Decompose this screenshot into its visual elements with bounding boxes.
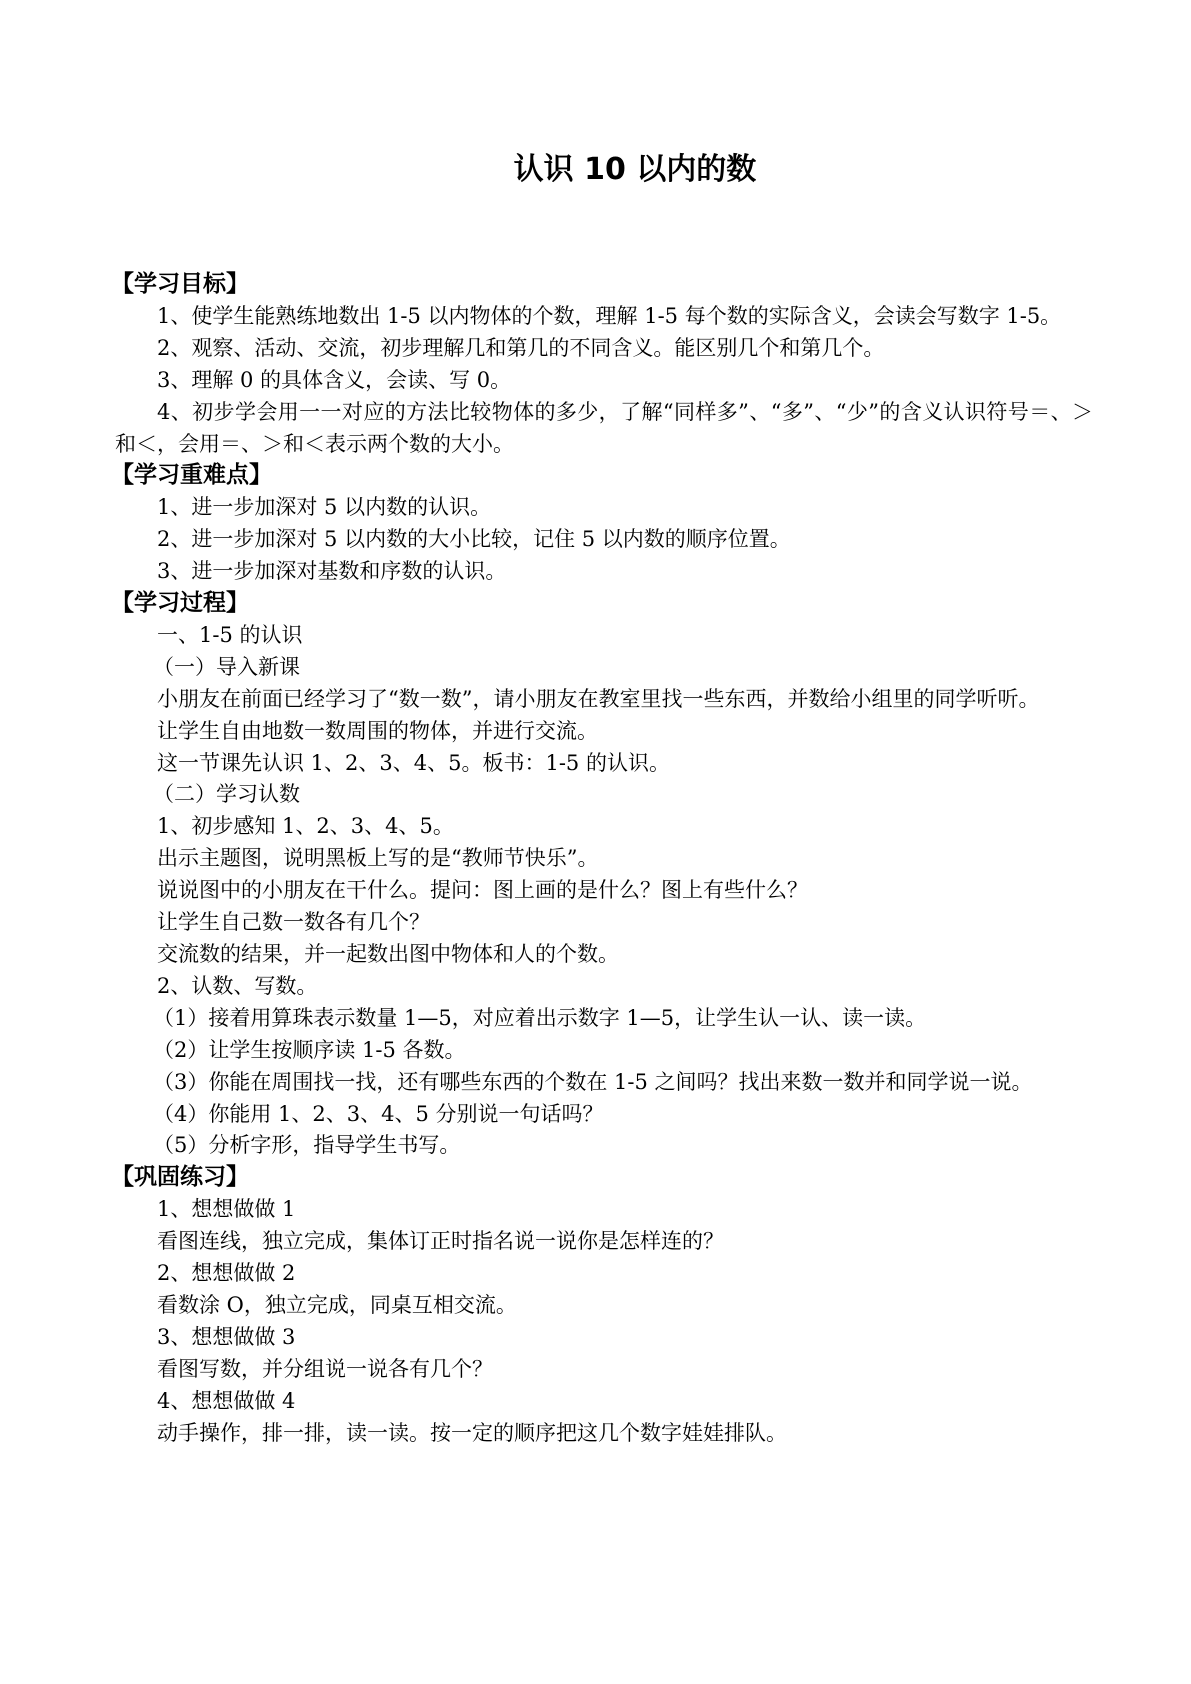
paragraph: （5）分析字形，指导学生书写。 — [153, 1133, 461, 1158]
paragraph: 看图写数，并分组说一说各有几个？ — [157, 1356, 493, 1381]
paragraph: 让学生自己数一数各有几个？ — [157, 910, 430, 935]
paragraph: 4、初步学会用一一对应的方法比较物体的多少，了解“同样多”、“多”、“少”的含义认识符号＝、＞和＜，会用＝、＞和＜表示两个数的大小。 — [115, 399, 1093, 456]
paragraph: 1、进一步加深对 5 以内数的认识。 — [157, 495, 492, 520]
paragraph: （1）接着用算珠表示数量 1—5，对应着出示数字 1—5，让学生认一认、读一读。 — [153, 1005, 927, 1030]
paragraph: 小朋友在前面已经学习了“数一数”，请小朋友在教室里找一些东西，并数给小组里的同学听听。 — [157, 686, 1040, 711]
section-heading-learning-goals: 【学习目标】 — [111, 271, 249, 297]
section-heading-practice: 【巩固练习】 — [111, 1164, 249, 1191]
paragraph: 1、想想做做 1 — [157, 1197, 296, 1222]
paragraph: 4、想想做做 4 — [157, 1388, 296, 1413]
paragraph: 这一节课先认识 1、2、3、4、5。板书：1-5 的认识。 — [157, 750, 670, 775]
paragraph: 交流数的结果，并一起数出图中物体和人的个数。 — [157, 941, 619, 966]
document-title: 认识 10 以内的数 — [513, 152, 757, 187]
paragraph: （3）你能在周围找一找，还有哪些东西的个数在 1-5 之间吗？找出来数一数并和同学说一说。 — [153, 1069, 1033, 1094]
paragraph: 动手操作，排一排，读一读。按一定的顺序把这几个数字娃娃排队。 — [157, 1420, 787, 1445]
paragraph: 1、初步感知 1、2、3、4、5。 — [157, 814, 454, 839]
paragraph: 1、使学生能熟练地数出 1-5 以内物体的个数，理解 1-5 每个数的实际含义，会读会写数字 1-5。 — [157, 303, 1062, 328]
paragraph: 3、进一步加深对基数和序数的认识。 — [157, 559, 507, 584]
paragraph: （2）让学生按顺序读 1-5 各数。 — [153, 1037, 466, 1062]
paragraph: 一、1-5 的认识 — [157, 622, 303, 647]
paragraph: 2、认数、写数。 — [157, 973, 318, 998]
paragraph: 2、进一步加深对 5 以内数的大小比较，记住 5 以内数的顺序位置。 — [157, 527, 791, 552]
paragraph: 让学生自由地数一数周围的物体，并进行交流。 — [157, 718, 598, 743]
paragraph: 2、想想做做 2 — [157, 1261, 296, 1286]
paragraph: （一）导入新课 — [153, 654, 300, 679]
paragraph: （二）学习认数 — [153, 782, 300, 807]
document-body — [111, 269, 1093, 1449]
section-heading-learning-process: 【学习过程】 — [111, 590, 249, 617]
section-heading-key-points: 【学习重难点】 — [111, 462, 272, 489]
paragraph: 2、观察、活动、交流，初步理解几和第几的不同含义。能区别几个和第几个。 — [157, 335, 885, 360]
paragraph: 出示主题图，说明黑板上写的是“教师节快乐”。 — [157, 846, 599, 871]
paragraph: （4）你能用 1、2、3、4、5 分别说一句话吗？ — [153, 1101, 604, 1126]
paragraph: 3、想想做做 3 — [157, 1324, 296, 1349]
paragraph: 3、理解 0 的具体含义，会读、写 0。 — [157, 367, 512, 392]
paragraph: 看数涂 O，独立完成，同桌互相交流。 — [157, 1292, 517, 1317]
paragraph: 看图连线，独立完成，集体订正时指名说一说你是怎样连的？ — [157, 1229, 724, 1254]
paragraph: 说说图中的小朋友在干什么。提问：图上画的是什么？图上有些什么？ — [157, 878, 808, 903]
